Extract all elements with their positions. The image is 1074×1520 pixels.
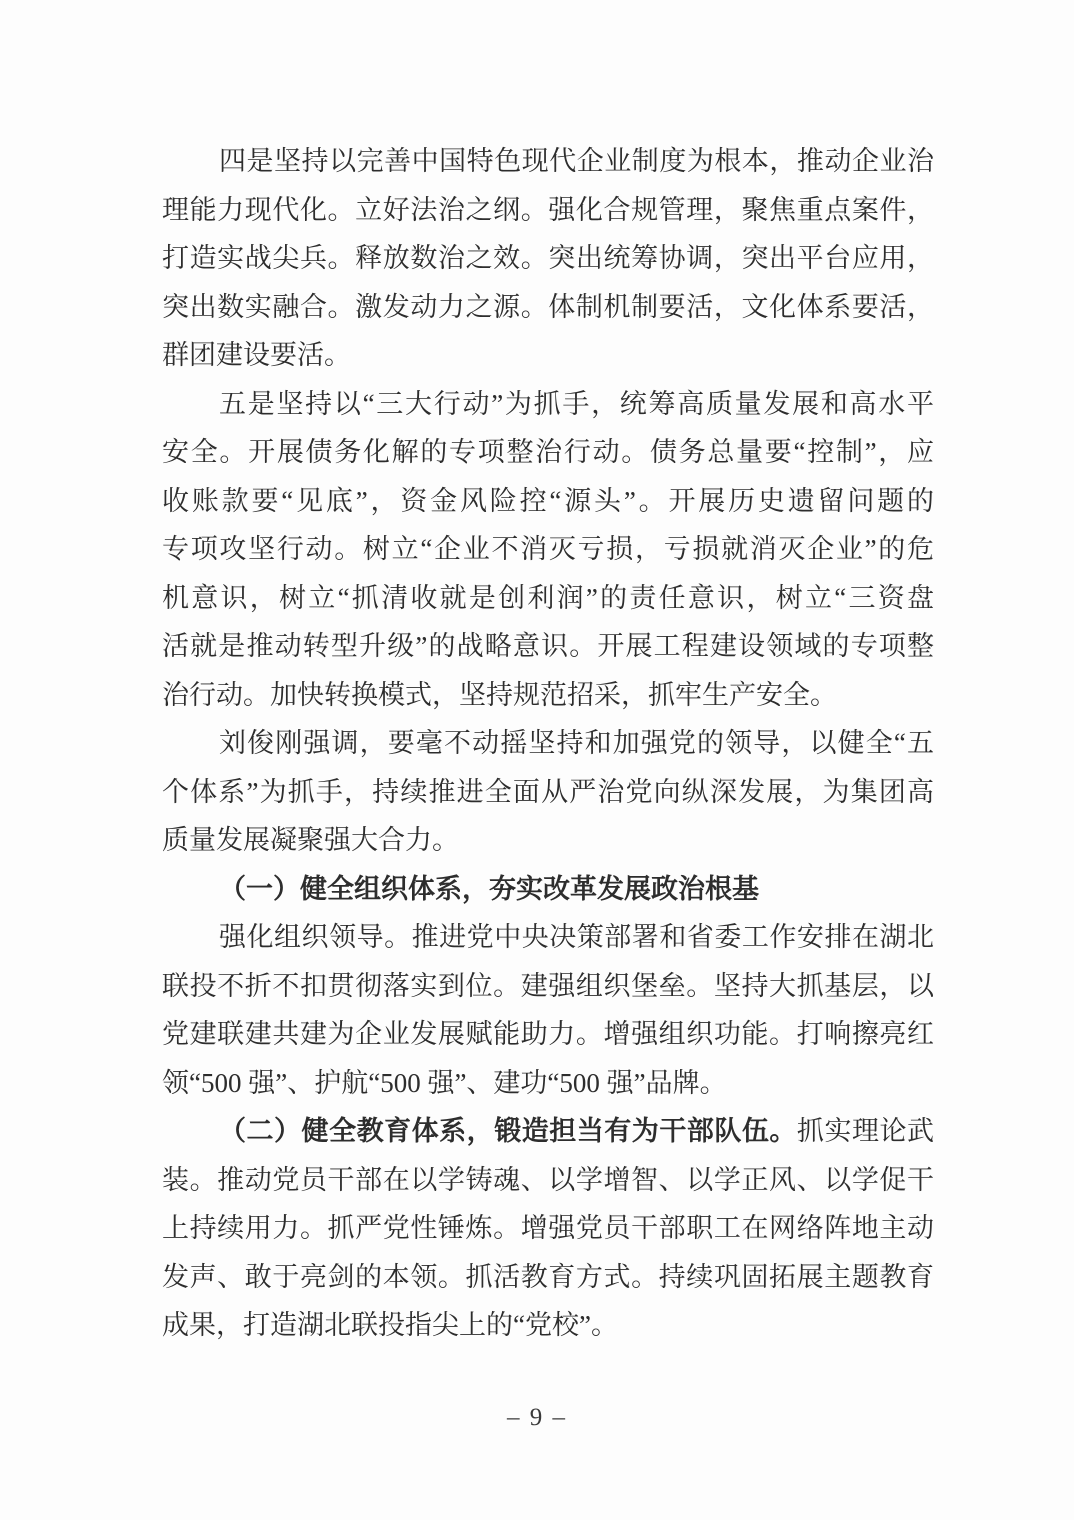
heading-bold-text: （二）健全教育体系，锻造担当有为干部队伍。	[219, 1116, 797, 1146]
text-line	[162, 962, 934, 1011]
text-line	[162, 525, 934, 574]
paragraph-organization-system	[162, 913, 934, 1107]
body-text: 收账款要“见底”，资金风险控“源头”。开展历史遗留问题的	[162, 485, 934, 516]
text-line	[162, 816, 934, 865]
text-line	[162, 574, 934, 623]
body-text: 抓实理论武	[796, 1116, 934, 1146]
body-text: 质量发展凝聚强大合力。	[162, 825, 459, 855]
text-line	[162, 1253, 934, 1302]
body-text: 联投不折不扣贯彻落实到位。建强组织堡垒。坚持大抓基层，以	[162, 970, 934, 1001]
paragraph-point-four	[162, 137, 934, 380]
body-text: 打造实战尖兵。释放数治之效。突出统筹协调，突出平台应用，	[162, 243, 934, 273]
text-line	[162, 1107, 934, 1156]
text-line	[162, 331, 934, 380]
text-line	[162, 477, 934, 526]
body-text: 强化组织领导。推进党中央决策部署和省委工作安排在湖北	[219, 922, 934, 952]
body-text: 安全。开展债务化解的专项整治行动。债务总量要“控制”，应	[162, 437, 934, 467]
text-line	[162, 1059, 934, 1108]
body-text: 成果，打造湖北联投指尖上的“党校”。	[162, 1310, 618, 1340]
text-line	[162, 719, 934, 768]
text-line	[162, 283, 934, 332]
body-text: 个体系”为抓手，持续推进全面从严治党向纵深发展，为集团高	[162, 776, 934, 807]
text-line	[162, 913, 934, 962]
text-line	[162, 865, 934, 914]
heading-bold-text: （一）健全组织体系，夯实改革发展政治根基	[219, 873, 759, 904]
text-line	[162, 428, 934, 477]
paragraph-point-five	[162, 380, 934, 720]
body-text: 五是坚持以“三大行动”为抓手，统筹高质量发展和高水平	[219, 388, 934, 419]
body-text: 机意识，树立“抓清收就是创利润”的责任意识，树立“三资盘	[162, 582, 934, 613]
body-text: 活就是推动转型升级”的战略意识。开展工程建设领域的专项整	[162, 631, 934, 661]
text-line	[162, 768, 934, 817]
text-line	[162, 380, 934, 429]
body-text: 上持续用力。抓严党性锤炼。增强党员干部职工在网络阵地主动	[162, 1213, 934, 1243]
body-text: 领“500 强”、护航“500 强”、建功“500 强”品牌。	[162, 1067, 727, 1098]
body-text: 群团建设要活。	[162, 340, 351, 370]
text-line	[162, 186, 934, 235]
document-body	[162, 137, 934, 1350]
body-text: 装。推动党员干部在以学铸魂、以学增智、以学正风、以学促干	[162, 1164, 934, 1195]
text-line	[162, 671, 934, 720]
text-line	[162, 137, 934, 186]
section-heading-one	[162, 865, 934, 914]
text-line	[162, 1204, 934, 1253]
body-text: 刘俊刚强调，要毫不动摇坚持和加强党的领导，以健全“五	[219, 728, 934, 758]
text-line	[162, 622, 934, 671]
body-text: 理能力现代化。立好法治之纲。强化合规管理，聚焦重点案件，	[162, 194, 934, 225]
body-text: 治行动。加快转换模式，坚持规范招采，抓牢生产安全。	[162, 679, 837, 710]
body-text: 党建联建共建为企业发展赋能助力。增强组织功能。打响擦亮红	[162, 1019, 934, 1049]
body-text: 专项攻坚行动。树立“企业不消灭亏损，亏损就消灭企业”的危	[162, 534, 934, 564]
text-line	[162, 234, 934, 283]
paragraph-education-system	[162, 1107, 934, 1350]
page-number: – 9 –	[507, 1404, 567, 1431]
text-line	[162, 1156, 934, 1205]
text-line	[162, 1010, 934, 1059]
body-text: 突出数实融合。激发动力之源。体制机制要活，文化体系要活，	[162, 291, 934, 322]
body-text: 发声、敢于亮剑的本领。抓活教育方式。持续巩固拓展主题教育	[162, 1261, 934, 1292]
body-text: 四是坚持以完善中国特色现代企业制度为根本，推动企业治	[219, 146, 934, 176]
text-line	[162, 1301, 934, 1350]
paragraph-liu-jungang-emphasis	[162, 719, 934, 865]
